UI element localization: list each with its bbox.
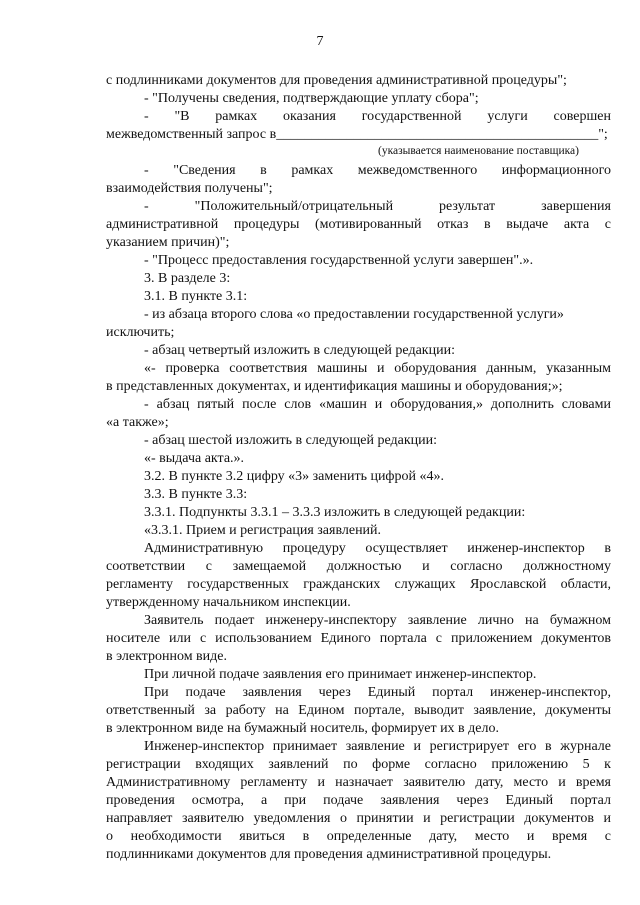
- paragraph-line: исключить;: [106, 325, 175, 340]
- paragraph-line: Инженер-инспектор принимает заявление и регистрирует его в журнале: [144, 739, 611, 754]
- paragraph-line: «а также»;: [106, 415, 169, 430]
- document-body: [106, 72, 611, 864]
- paragraph-line: регламенту государственных гражданских служащих Ярославской области,: [106, 577, 611, 592]
- paragraph-line: - "В рамках оказания государственной услуги совершен: [144, 109, 611, 124]
- paragraph-line: Заявитель подает инженеру-инспектору заявление лично на бумажном: [144, 613, 611, 628]
- paragraph-line: 3.2. В пункте 3.2 цифру «3» заменить цифрой «4».: [144, 469, 444, 484]
- paragraph-line: Административному регламенту и назначает заявителю дату, место и время: [106, 775, 611, 790]
- paragraph-line: подлинниками документов для проведения административной процедуры.: [106, 847, 552, 862]
- paragraph-line: - абзац шестой изложить в следующей редакции:: [144, 433, 437, 448]
- paragraph-line: 3.3. В пункте 3.3:: [144, 487, 248, 502]
- paragraph-line: указанием причин)";: [106, 235, 230, 250]
- paragraph-line: направляет заявителю уведомления о принятии и регистрации документов и: [106, 811, 611, 826]
- paragraph-line: в представленных документах, и идентификация машины и оборудования;»;: [106, 379, 563, 394]
- paragraph-line: «- проверка соответствия машины и оборудования данным, указанным: [144, 361, 611, 376]
- paragraph-line: в электронном виде на бумажный носитель, формирует их в дело.: [106, 721, 499, 736]
- paragraph-line: ответственный за работу на Едином портале, выводит заявление, документы: [106, 703, 611, 718]
- paragraph-line: - из абзаца второго слова «о предоставлении государственной услуги»: [144, 307, 564, 322]
- paragraph-line: взаимодействия получены";: [106, 181, 273, 196]
- paragraph-line: - "Процесс предоставления государственной услуги завершен".».: [144, 253, 534, 268]
- paragraph-line: «- выдача акта.».: [144, 451, 245, 466]
- paragraph-line: межведомственный запрос в______________________________________________";: [106, 127, 608, 142]
- paragraph-line: «3.3.1. Прием и регистрация заявлений.: [144, 523, 382, 538]
- supplier-name-note: (указывается наименование поставщика): [377, 145, 579, 157]
- paragraph-line: носителе или с использованием Единого портала с приложением документов: [106, 631, 611, 646]
- paragraph-line: с подлинниками документов для проведения административной процедуры";: [106, 73, 567, 88]
- paragraph-line: утвержденному начальником инспекции.: [106, 595, 351, 610]
- paragraph-line: 3.3.1. Подпункты 3.3.1 – 3.3.3 изложить в следующей редакции:: [144, 505, 526, 520]
- paragraph-line: проведения осмотра, а при подаче заявления через Единый портал: [106, 793, 611, 808]
- paragraph-line: в электронном виде.: [106, 649, 227, 664]
- paragraph-line: регистрации входящих заявлений по форме согласно приложению 5 к: [106, 757, 611, 772]
- paragraph-line: - абзац пятый после слов «машин и оборудования,» дополнить словами: [144, 397, 611, 412]
- paragraph-line: - "Положительный/отрицательный результат завершения: [144, 199, 611, 214]
- paragraph-line: о необходимости явиться в определенные дату, место и время с: [106, 829, 611, 844]
- paragraph-line: 3. В разделе 3:: [144, 271, 231, 286]
- paragraph-line: - "Сведения в рамках межведомственного информационного: [144, 163, 611, 178]
- paragraph-line: При личной подаче заявления его принимает инженер-инспектор.: [144, 667, 537, 682]
- paragraph-line: административной процедуры (мотивированный отказ в выдаче акта с: [106, 217, 611, 232]
- paragraph-line: - "Получены сведения, подтверждающие уплату сбора";: [144, 91, 479, 106]
- page-number: 7: [316, 34, 324, 49]
- paragraph-line: 3.1. В пункте 3.1:: [144, 289, 248, 304]
- paragraph-line: Административную процедуру осуществляет инженер-инспектор в: [144, 541, 611, 556]
- paragraph-line: При подаче заявления через Единый портал инженер-инспектор,: [144, 685, 611, 700]
- paragraph-line: - абзац четвертый изложить в следующей редакции:: [144, 343, 455, 358]
- paragraph-line: соответствии с замещаемой должностью и согласно должностному: [106, 559, 611, 574]
